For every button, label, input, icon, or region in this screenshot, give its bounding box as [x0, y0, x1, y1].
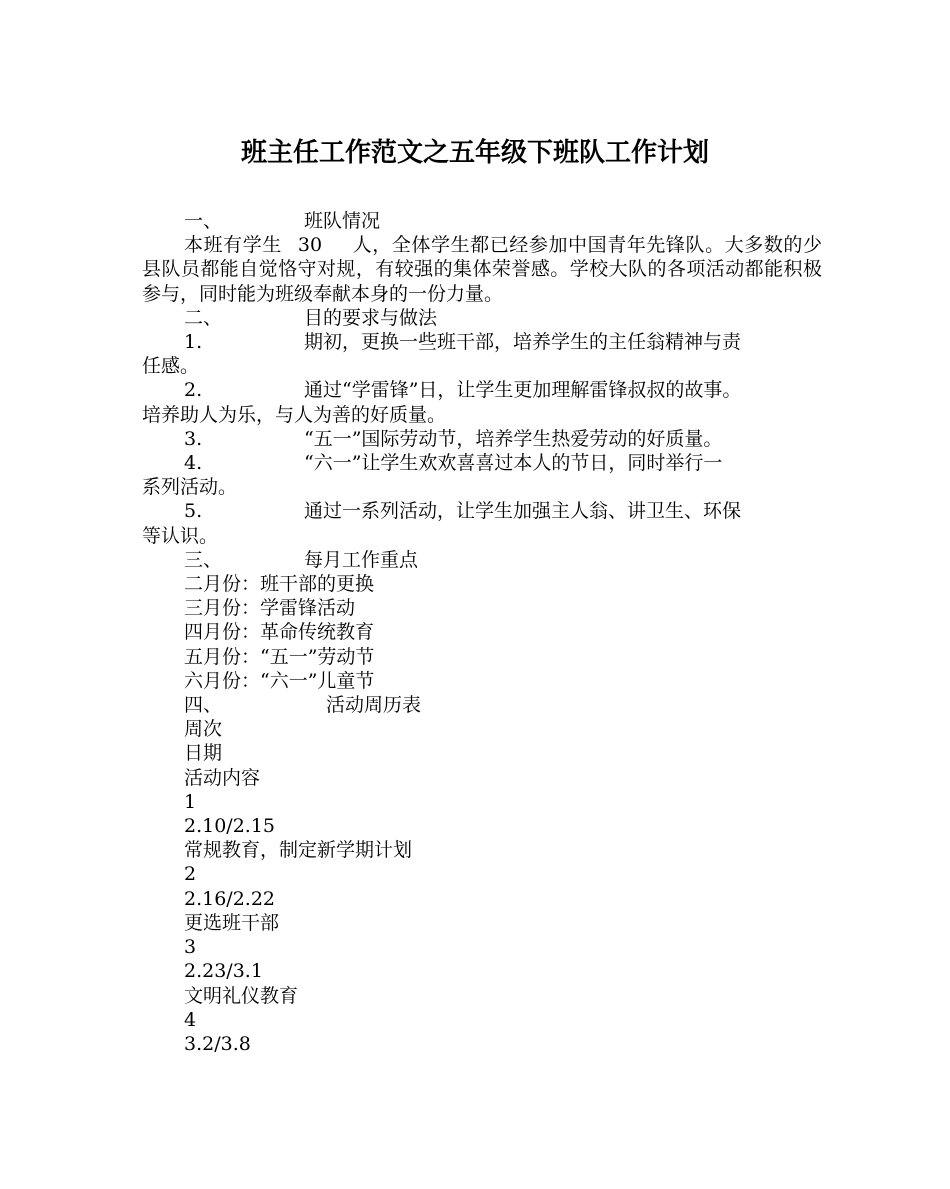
- month-item: 三月份：学雷锋活动: [184, 597, 356, 620]
- table-cell-date: 2.10/2.15: [184, 815, 276, 838]
- document-body: [142, 209, 822, 1056]
- item-number: 3.: [184, 427, 203, 450]
- table-cell-week: 1: [184, 790, 197, 813]
- table-cell-week: 4: [184, 1008, 197, 1031]
- section-number: 二、: [184, 306, 223, 329]
- month-item: 四月份：革命传统教育: [184, 621, 375, 644]
- list-item: 5. 通过一系列活动，让学生加强主人翁、讲卫生、环保 等认识。: [142, 500, 742, 547]
- table-cell-week: 3: [184, 936, 197, 959]
- document-title: 班主任工作范文之五年级下班队工作计划: [240, 138, 709, 168]
- section-heading: [142, 548, 822, 572]
- list-item: 4. “六一”让学生欢欢喜喜过本人的节日，同时举行一 系列活动。: [142, 452, 723, 499]
- item-number: 2.: [184, 379, 203, 402]
- student-count: 30: [297, 234, 323, 257]
- table-cell-activity: 文明礼仪教育: [184, 984, 299, 1007]
- section-title: 每月工作重点: [304, 548, 419, 571]
- item-number: 1.: [184, 331, 203, 354]
- section-number: 三、: [184, 548, 223, 571]
- list-item: 3. “五一”国际劳动节，培养学生热爱劳动的好质量。: [184, 427, 723, 450]
- section-heading: [142, 209, 822, 233]
- month-item: 二月份：班干部的更换: [184, 573, 375, 596]
- section-title: 班队情况: [304, 210, 381, 232]
- table-cell-week: 2: [184, 863, 197, 886]
- table-row: [142, 1008, 822, 1056]
- section-heading: [142, 306, 822, 330]
- table-cell-activity: 更选班干部: [184, 911, 280, 934]
- section-title: 目的要求与做法: [304, 306, 438, 329]
- section-number: 四、: [184, 694, 223, 717]
- section-title: 活动周历表: [326, 694, 422, 717]
- table-row: [142, 862, 822, 935]
- table-cell-activity: 常规教育，制定新学期计划: [184, 839, 413, 862]
- calendar-table: [142, 717, 822, 1056]
- table-header-cell: 活动内容: [184, 766, 261, 789]
- list-item: 2. 通过“学雷锋”日，让学生更加理解雷锋叔叔的故事。 培养助人为乐，与人为善的好质量。: [142, 379, 742, 426]
- paragraph: 本班有学生 30 人，全体学生都已经参加中国青年先锋队。大多数的少县队员都能自觉恪守对规，有较强的集体荣誉感。学校大队的各项活动都能积极参与，同时能为班级奉献本身的一份力量。: [142, 234, 822, 305]
- month-item: 六月份：“六一”儿童节: [184, 669, 375, 692]
- table-cell-date: 2.16/2.22: [184, 887, 276, 910]
- table-header-cell: 周次: [184, 718, 223, 741]
- table-row: [142, 935, 822, 1008]
- item-number: 5.: [184, 500, 203, 523]
- list-item: 1. 期初，更换一些班干部，培养学生的主任翁精神与责 任感。: [142, 331, 742, 378]
- section-heading: [142, 693, 822, 717]
- table-cell-date: 3.2/3.8: [184, 1032, 251, 1055]
- table-header-cell: 日期: [184, 742, 223, 765]
- section-number: 一、: [184, 210, 223, 232]
- item-number: 4.: [184, 452, 203, 475]
- table-row: [142, 790, 822, 863]
- table-cell-date: 2.23/3.1: [184, 960, 263, 983]
- month-item: 五月份：“五一”劳动节: [184, 645, 375, 668]
